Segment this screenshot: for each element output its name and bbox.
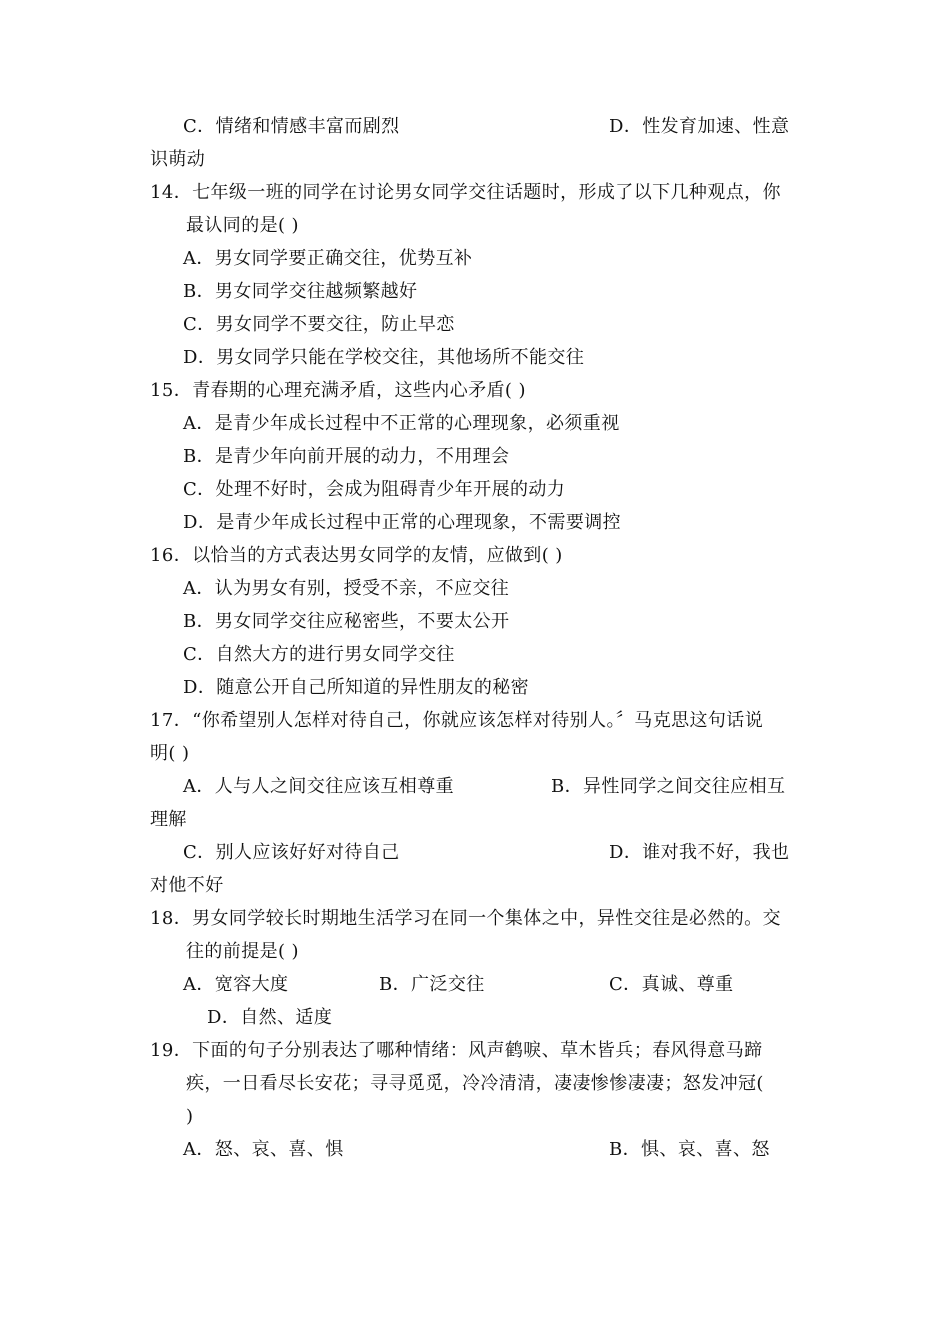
q17-stem-continued: 明( ): [150, 743, 190, 764]
q18-stem: 18．男女同学较长时期地生活学习在同一个集体之中，异性交往是必然的。交: [150, 908, 781, 929]
q18-stem-continued: 往的前提是( ): [186, 941, 299, 962]
q19-stem-paren: ): [186, 1106, 194, 1127]
q15-option-a: A．是青少年成长过程中不正常的心理现象，必须重视: [183, 413, 620, 434]
q18-option-a: A．宽容大度: [183, 974, 289, 995]
q17-option-c: C．别人应该好好对待自己: [183, 842, 400, 863]
q14-stem-continued: 最认同的是( ): [186, 215, 299, 236]
q14-option-c: C．男女同学不要交往，防止早恋: [183, 314, 455, 335]
q17-option-d: D．谁对我不好，我也: [609, 842, 790, 863]
q19-option-b: B．惧、哀、喜、怒: [609, 1139, 770, 1160]
q19-stem: 19．下面的句子分别表达了哪种情绪：风声鹤唳、草木皆兵；春风得意马蹄: [150, 1040, 763, 1061]
q14-option-d: D．男女同学只能在学校交往，其他场所不能交往: [183, 347, 585, 368]
q14-option-a: A．男女同学要正确交往，优势互补: [183, 248, 473, 269]
q13-option-c: C．情绪和情感丰富而剧烈: [183, 116, 400, 137]
q18-option-b: B．广泛交往: [379, 974, 485, 995]
q14-stem: 14．七年级一班的同学在讨论男女同学交往话题时，形成了以下几种观点，你: [150, 182, 781, 203]
q17-option-b: B．异性同学之间交往应相互: [551, 776, 786, 797]
q17-option-b-continued: 理解: [150, 809, 187, 830]
q18-option-d: D．自然、适度: [207, 1007, 333, 1028]
q17-stem: 17．“你希望别人怎样对待自己，你就应该怎样对待别人。〞马克思这句话说: [150, 710, 764, 731]
q17-option-a: A．人与人之间交往应该互相尊重: [183, 776, 454, 797]
q13-option-d-continued: 识萌动: [150, 149, 206, 170]
q19-stem-continued: 疾，一日看尽长安花；寻寻觅觅，冷冷清清，凄凄惨惨凄凄；怒发冲冠(: [186, 1073, 764, 1094]
q16-option-a: A．认为男女有别，授受不亲，不应交往: [183, 578, 510, 599]
q15-option-c: C．处理不好时，会成为阻碍青少年开展的动力: [183, 479, 566, 500]
q14-option-b: B．男女同学交往越频繁越好: [183, 281, 418, 302]
q13-option-d: D．性发育加速、性意: [609, 116, 790, 137]
q16-option-b: B．男女同学交往应秘密些，不要太公开: [183, 611, 510, 632]
q15-option-d: D．是青少年成长过程中正常的心理现象，不需要调控: [183, 512, 622, 533]
q17-option-d-continued: 对他不好: [150, 875, 224, 896]
q15-stem: 15．青春期的心理充满矛盾，这些内心矛盾( ): [150, 380, 526, 401]
q16-stem: 16．以恰当的方式表达男女同学的友情，应做到( ): [150, 545, 563, 566]
q15-option-b: B．是青少年向前开展的动力，不用理会: [183, 446, 510, 467]
q16-option-d: D．随意公开自己所知道的异性朋友的秘密: [183, 677, 530, 698]
q18-option-c: C．真诚、尊重: [609, 974, 734, 995]
q19-option-a: A．怒、哀、喜、惧: [183, 1139, 344, 1160]
q16-option-c: C．自然大方的进行男女同学交往: [183, 644, 455, 665]
